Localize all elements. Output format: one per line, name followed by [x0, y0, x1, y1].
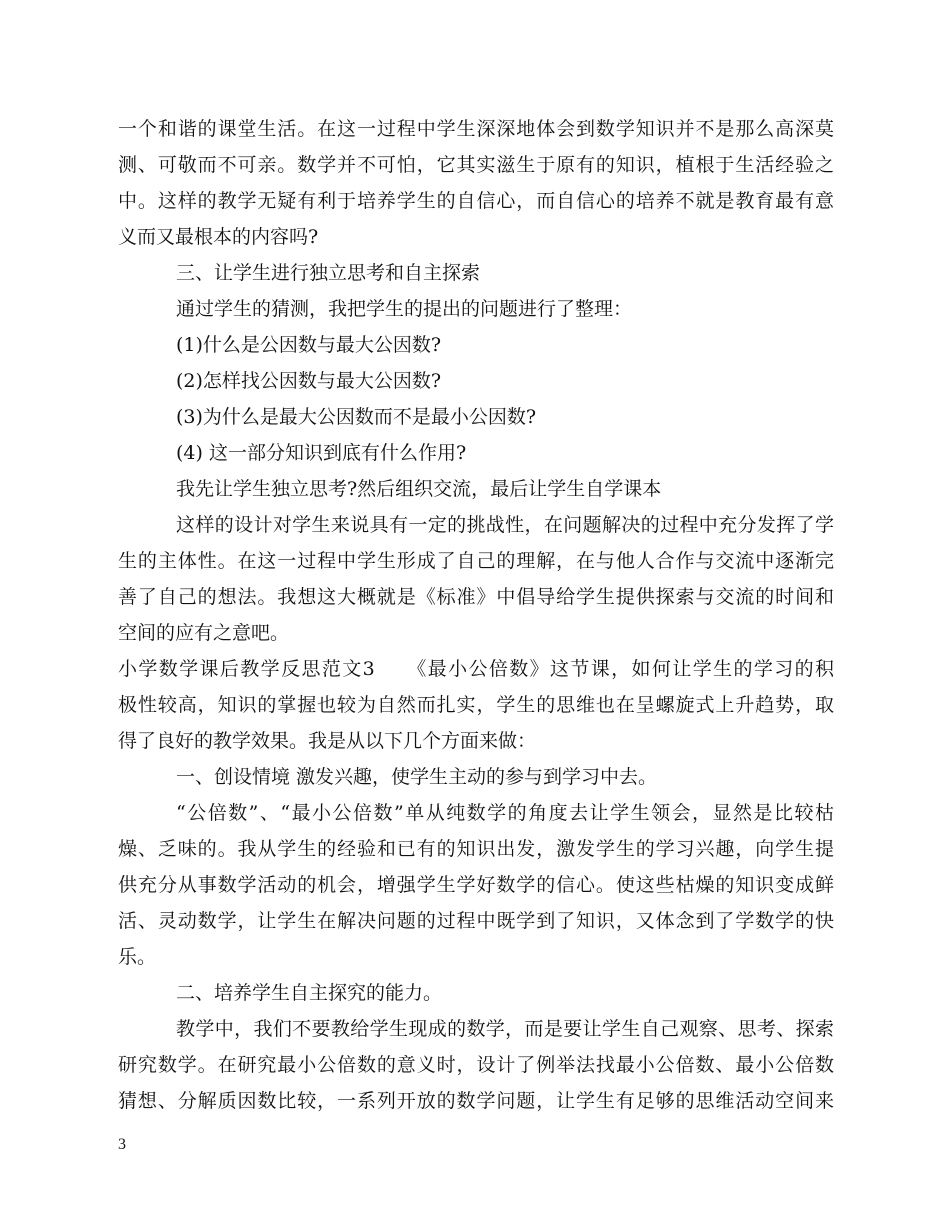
text-line: 我先让学生独立思考?然后组织交流，最后让学生自学课本	[176, 478, 662, 500]
section-heading: 二、培养学生自主探究的能力。	[176, 982, 443, 1004]
text-line: 善了自己的想法。我想这大概就是《标准》中倡导给学生提供探索与交流的时间和	[118, 586, 834, 608]
text-line: 教学中，我们不要教给学生现成的数学，而是要让学生自己观察、思考、探索	[176, 1018, 834, 1040]
text-line: 小学数学课后教学反思范文3 《最小公倍数》这节课，如何让学生的学习的积	[118, 658, 834, 680]
text-line: “公倍数”、“最小公倍数”单从纯数学的角度去让学生领会，显然是比较枯	[176, 802, 834, 824]
list-item: (3)为什么是最大公因数而不是最小公因数?	[176, 406, 537, 428]
text-line: 供充分从事数学活动的机会，增强学生学好数学的信心。使这些枯燥的知识变成鲜	[118, 874, 834, 896]
text-line: 义而又最根本的内容吗?	[118, 226, 319, 248]
section-heading: 三、让学生进行独立思考和自主探索	[176, 262, 481, 284]
text-line: 乐。	[118, 946, 157, 968]
text-line: 通过学生的猜测，我把学生的提出的问题进行了整理：	[176, 298, 633, 320]
text-line: 极性较高，知识的掌握也较为自然而扎实，学生的思维也在呈螺旋式上升趋势，取	[118, 694, 834, 716]
text-line: 研究数学。在研究最小公倍数的意义时，设计了例举法找最小公倍数、最小公倍数	[118, 1054, 834, 1076]
page-number: 3	[118, 1136, 126, 1153]
text-line: 得了良好的教学效果。我是从以下几个方面来做：	[118, 730, 537, 752]
text-line: 活、灵动数学，让学生在解决问题的过程中既学到了知识，又体念到了学数学的快	[118, 910, 834, 932]
text-line: 猜想、分解质因数比较，一系列开放的数学问题，让学生有足够的思维活动空间来	[118, 1090, 834, 1112]
text-line: 这样的设计对学生来说具有一定的挑战性，在问题解决的过程中充分发挥了学	[176, 514, 834, 536]
text-line: 空间的应有之意吧。	[118, 622, 290, 644]
text-line: 中。这样的教学无疑有利于培养学生的自信心，而自信心的培养不就是教育最有意	[118, 190, 834, 212]
text-line: 生的主体性。在这一过程中学生形成了自己的理解，在与他人合作与交流中逐渐完	[118, 550, 834, 572]
text-line: 燥、乏味的。我从学生的经验和已有的知识出发，激发学生的学习兴趣，向学生提	[118, 838, 834, 860]
list-item: (4) 这一部分知识到底有什么作用?	[176, 442, 467, 464]
text-line: 一个和谐的课堂生活。在这一过程中学生深深地体会到数学知识并不是那么高深莫	[118, 118, 834, 140]
list-item: (2)怎样找公因数与最大公因数?	[176, 370, 442, 392]
section-heading: 一、创设情境 激发兴趣，使学生主动的参与到学习中去。	[176, 766, 658, 788]
list-item: (1)什么是公因数与最大公因数?	[176, 334, 442, 356]
text-line: 测、可敬而不可亲。数学并不可怕，它其实滋生于原有的知识，植根于生活经验之	[118, 154, 834, 176]
